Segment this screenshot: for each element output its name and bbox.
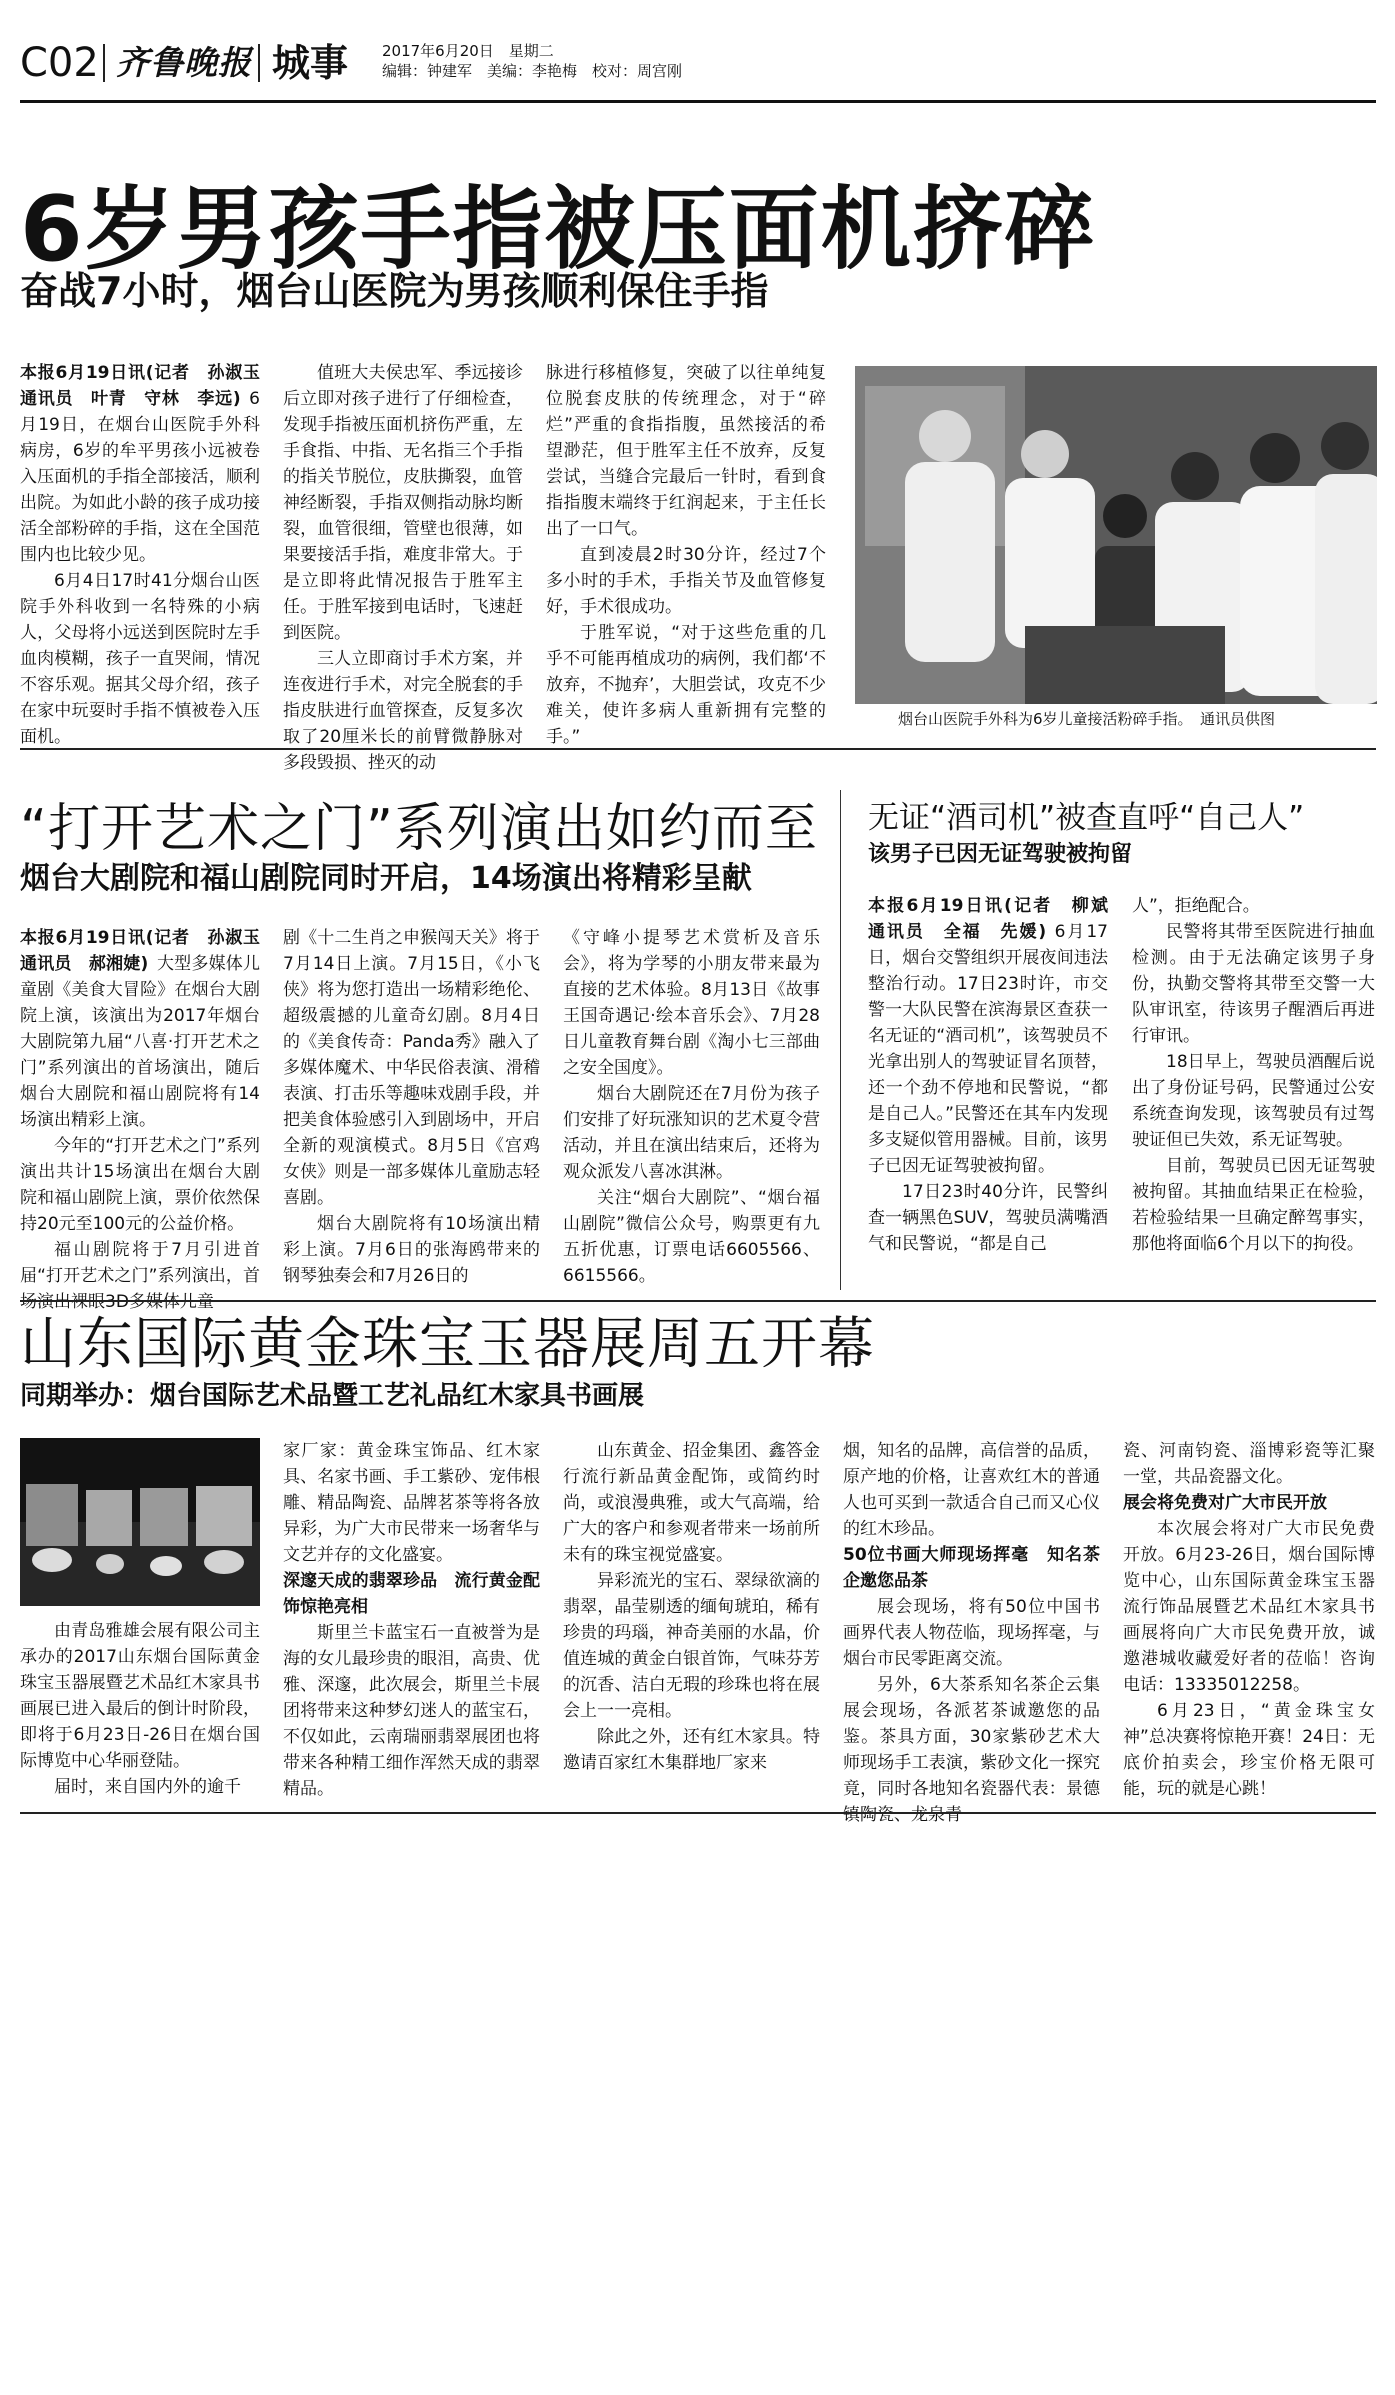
article2-subhead: 烟台大剧院和福山剧院同时开启，14场演出将精彩呈献 xyxy=(20,861,752,896)
article2-col2 xyxy=(283,925,540,1289)
brand-logo: 齐鲁晚报 xyxy=(116,43,252,82)
section-rule xyxy=(20,1300,1376,1302)
article4-col3 xyxy=(563,1438,820,1776)
paragraph: 6月4日17时41分烟台山医院手外科收到一名特殊的小病人，父母将小远送到医院时左手血肉模糊，孩子一直哭闹，情况不容乐观。据其父母介绍，孩子在家中玩耍时手指不慎被卷入压面机。 xyxy=(20,571,260,747)
paragraph: 烟台大剧院将有10场演出精彩上演。7月6日的张海鸥带来的钢琴独奏会和7月26日的 xyxy=(283,1214,540,1286)
section-heading: 深邃天成的翡翠珍品 流行黄金配饰惊艳亮相 xyxy=(283,1571,540,1617)
paragraph: 17日23时40分许，民警纠查一辆黑色SUV，驾驶员满嘴酒气和民警说，“都是自己 xyxy=(868,1182,1108,1254)
article4-col5 xyxy=(1123,1438,1375,1802)
paragraph: 民警将其带至医院进行抽血检测。由于无法确定该男子身份，执勤交警将其带至交警一大队审讯室，待该男子醒酒后再进行审讯。 xyxy=(1132,922,1375,1046)
editors-line: 编辑：钟建军 美编：李艳梅 校对：周宫刚 xyxy=(382,62,683,80)
hospital-photo-art xyxy=(855,366,1377,704)
article1-headline: 6岁男孩手指被压面机挤碎 xyxy=(20,177,1097,282)
article2-headline: “打开艺术之门”系列演出如约而至 xyxy=(20,799,818,859)
article3-col2 xyxy=(1132,893,1375,1257)
article2-col1 xyxy=(20,925,277,1315)
paragraph: 剧《十二生肖之申猴闯天关》将于7月14日上演。7月15日，《小飞侠》将为您打造出一场精彩绝伦、超级震撼的儿童奇幻剧。8月4日的《美食传奇：Panda秀》融入了多媒体魔术、中华民俗表演、滑稽表演、打击乐等趣味戏剧手段，并把美食体验感引入到剧场中，开启全新的观演模式。8月5日《宫鸡女侠》则是一部多媒体儿童励志轻喜剧。 xyxy=(283,928,540,1208)
paragraph: 家厂家：黄金珠宝饰品、红木家具、名家书画、手工紫砂、宠伟根雕、精品陶瓷、品牌茗茶等将各放异彩，为广大市民带来一场奢华与文艺并存的文化盛宴。 xyxy=(283,1441,540,1565)
paragraph: 展会现场，将有50位中国书画界代表人物莅临，现场挥毫，与烟台市民零距离交流。 xyxy=(843,1597,1100,1669)
paragraph: 《守峰小提琴艺术赏析及音乐会》，将为学琴的小朋友带来最为直接的艺术体验。8月13日《故事王国奇遇记·绘本音乐会》、7月28日儿童教育舞台剧《淘小七三部曲之安全国度》。 xyxy=(563,928,820,1078)
header-divider xyxy=(103,44,105,82)
paragraph: 除此之外，还有红木家具。特邀请百家红木集群地厂家来 xyxy=(563,1727,820,1773)
section-heading: 展会将免费对广大市民开放 xyxy=(1123,1493,1327,1513)
article1-subhead: 奋战7小时，烟台山医院为男孩顺利保住手指 xyxy=(20,269,769,313)
article3-col1 xyxy=(868,893,1125,1257)
paragraph: 人”，拒绝配合。 xyxy=(1132,896,1260,916)
article4-col2 xyxy=(283,1438,540,1802)
section-heading: 50位书画大师现场挥毫 知名茶企邀您品茶 xyxy=(843,1545,1100,1591)
article4-subhead: 同期举办：烟台国际艺术品暨工艺礼品红木家具书画展 xyxy=(20,1381,645,1411)
paragraph: 三人立即商讨手术方案，并连夜进行手术，对完全脱套的手指皮肤进行血管探查，反复多次取了20厘米长的前臂微静脉对多段毁损、挫灭的动 xyxy=(283,649,523,773)
paragraph: 6月23日，“黄金珠宝女神”总决赛将惊艳开赛！24日：无底价拍卖会，珍宝价格无限可能，玩的就是心跳！ xyxy=(1123,1701,1375,1799)
paragraph: 异彩流光的宝石、翠绿欲滴的翡翠，晶莹剔透的缅甸琥珀，稀有珍贵的玛瑙，神奇美丽的水晶，价值连城的黄金白银首饰，气味芬芳的沉香、洁白无瑕的珍珠也将在展会上一一亮相。 xyxy=(563,1571,820,1721)
jewelry-photo xyxy=(20,1438,260,1606)
article4-col4 xyxy=(843,1438,1100,1828)
paragraph: 本报6月19日讯(记者 孙淑玉 通讯员 郝湘婕) xyxy=(20,928,277,974)
paragraph: 今年的“打开艺术之门”系列演出共计15场演出在烟台大剧院和福山剧院上演，票价依然保持20元至100元的公益价格。 xyxy=(20,1136,260,1234)
article3-headline: 无证“酒司机”被查直呼“自己人” xyxy=(868,800,1305,836)
photo-caption: 烟台山医院手外科为6岁儿童接活粉碎手指。 通讯员供图 xyxy=(898,710,1276,728)
article1-col2 xyxy=(283,360,523,776)
paragraph: 6月17日，烟台交警组织开展夜间违法整治行动。17日23时许，市交警一大队民警在滨海景区查获一名无证的“酒司机”，该驾驶员不光拿出别人的驾驶证冒名顶替，还一个劲不停地和民警说，“都是自己人。”民警还在其车内发现多支疑似管用器械。目前，该男子已因无证驾驶被拘留。 xyxy=(868,922,1108,1176)
paragraph: 瓷、河南钧瓷、淄博彩瓷等汇聚一堂，共品瓷器文化。 xyxy=(1123,1441,1375,1487)
section-name: 城事 xyxy=(272,41,349,85)
jewelry-photo-art xyxy=(20,1438,260,1606)
article1-col1 xyxy=(20,360,277,750)
paragraph: 本报6月19日讯(记者 柳斌 通讯员 全福 先媛) xyxy=(868,896,1125,942)
paragraph: 目前，驾驶员已因无证驾驶被拘留。其抽血结果正在检验，若检验结果一旦确定醉驾事实，那他将面临6个月以下的拘役。 xyxy=(1132,1156,1375,1254)
paragraph: 大型多媒体儿童剧《美食大冒险》在烟台大剧院上演，该演出为2017年烟台大剧院第九届“八喜·打开艺术之门”系列演出的首场演出，随后烟台大剧院和福山剧院将有14场演出精彩上演。 xyxy=(20,954,260,1130)
paragraph: 烟，知名的品牌，高信誉的品质，原产地的价格，让喜欢红木的普通人也可买到一款适合自己而又心仪的红木珍品。 xyxy=(843,1441,1100,1539)
article2-col3 xyxy=(563,925,820,1289)
section-rule xyxy=(20,748,1376,750)
paragraph: 6月19日，在烟台山医院手外科病房，6岁的牟平男孩小远被卷入压面机的手指全部接活，顺利出院。为如此小龄的孩子成功接活全部粉碎的手指，这在全国范围内也比较少见。 xyxy=(20,389,260,565)
paragraph: 福山剧院将于7月引进首届“打开艺术之门”系列演出，首场演出裸眼3D多媒体儿童 xyxy=(20,1240,260,1312)
paragraph: 关注“烟台大剧院”、“烟台福山剧院”微信公众号，购票更有九五折优惠，订票电话6605566、6615566。 xyxy=(563,1188,820,1286)
paragraph: 18日早上，驾驶员酒醒后说出了身份证号码，民警通过公安系统查询发现，该驾驶员有过驾驶证但已失效，系无证驾驶。 xyxy=(1132,1052,1375,1150)
paragraph: 于胜军说，“对于这些危重的几乎不可能再植成功的病例，我们都‘不放弃，不抛弃’，大胆尝试，攻克不少难关，使许多病人重新拥有完整的手。” xyxy=(546,623,826,747)
hospital-photo xyxy=(855,366,1377,704)
page-number: C02 xyxy=(20,40,99,86)
paragraph: 届时，来自国内外的逾千 xyxy=(54,1777,241,1797)
article4-col1 xyxy=(20,1618,260,1800)
paragraph: 烟台大剧院还在7月份为孩子们安排了好玩涨知识的艺术夏令营活动，并且在演出结束后，还将为观众派发八喜冰淇淋。 xyxy=(563,1084,820,1182)
article3-subhead: 该男子已因无证驾驶被拘留 xyxy=(868,842,1133,867)
paragraph: 山东黄金、招金集团、鑫答金行流行新品黄金配饰，或简约时尚，或浪漫典雅，或大气高端，给广大的客户和参观者带来一场前所未有的珠宝视觉盛宴。 xyxy=(563,1441,820,1565)
paragraph: 斯里兰卡蓝宝石一直被誉为是海的女儿最珍贵的眼泪，高贵、优雅、深邃，此次展会，斯里兰卡展团将带来这种梦幻迷人的蓝宝石，不仅如此，云南瑞丽翡翠展团也将带来各种精工细作浑然天成的翡翠精品。 xyxy=(283,1623,540,1799)
paragraph: 值班大夫侯忠军、季远接诊后立即对孩子进行了仔细检查，发现手指被压面机挤伤严重，左手食指、中指、无名指三个手指的指关节脱位，皮肤撕裂，血管神经断裂，手指双侧指动脉均断裂，血管很细，管壁也很薄，如果要接活手指，难度非常大。于是立即将此情况报告于胜军主任。于胜军接到电话时，飞速赶到医院。 xyxy=(283,363,523,643)
issue-date: 2017年6月20日 星期二 xyxy=(382,42,554,60)
paragraph: 由青岛雅雄会展有限公司主承办的2017山东烟台国际黄金珠宝玉器展暨艺术品红木家具书画展已进入最后的倒计时阶段，即将于6月23日-26日在烟台国际博览中心华丽登陆。 xyxy=(20,1621,260,1771)
paragraph: 脉进行移植修复，突破了以往单纯复位脱套皮肤的传统理念，对于“碎烂”严重的食指指腹，虽然接活的希望渺茫，但于胜军主任不放弃，反复尝试，当缝合完最后一针时，看到食指指腹末端终于红润起来，于主任长出了一口气。 xyxy=(546,363,826,539)
article1-col3 xyxy=(546,360,826,750)
paragraph: 直到凌晨2时30分许，经过7个多小时的手术，手指关节及血管修复好，手术很成功。 xyxy=(546,545,826,617)
paragraph: 本次展会将对广大市民免费开放。6月23-26日，烟台国际博览中心，山东国际黄金珠宝玉器流行饰品展暨艺术品红木家具书画展将向广大市民免费开放，诚邀港城收藏爱好者的莅临！咨询电话：13335012258。 xyxy=(1123,1519,1375,1695)
paragraph: 本报6月19日讯(记者 孙淑玉 通讯员 叶青 守林 李远) xyxy=(20,363,277,409)
bottom-rule xyxy=(20,1812,1376,1814)
header-rule xyxy=(20,100,1376,103)
column-divider xyxy=(840,790,841,1290)
article4-headline: 山东国际黄金珠宝玉器展周五开幕 xyxy=(20,1312,875,1377)
paragraph: 另外，6大茶系知名茶企云集展会现场，各派茗茶诚邀您的品鉴。茶具方面，30家紫砂艺术大师现场手工表演，紫砂文化一探究竟，同时各地知名瓷器代表：景德镇陶瓷、龙泉青 xyxy=(843,1675,1100,1825)
header-divider xyxy=(258,44,260,82)
